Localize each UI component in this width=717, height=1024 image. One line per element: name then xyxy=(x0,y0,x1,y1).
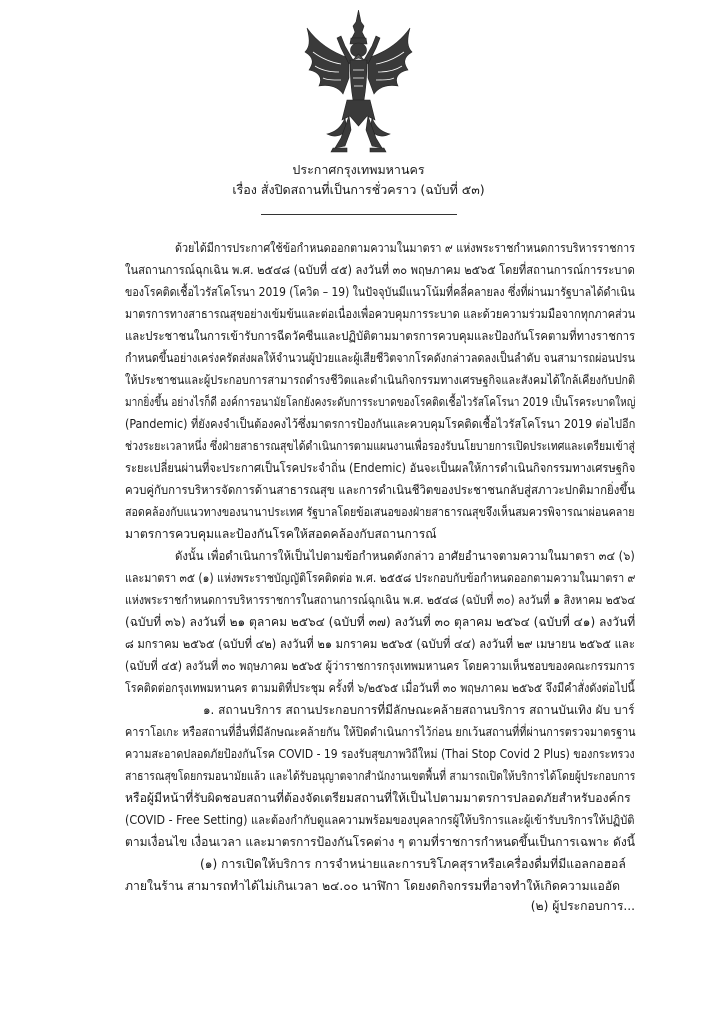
body-line: ของโรคติดเชื้อไวรัสโคโรนา 2019 (โควิด – 19) ในปัจจุบันมีแนวโน้มที่คลี่คลายลง ซึ่งที่ผ่านมารัฐบาลได้ดำเนิน xyxy=(125,285,635,299)
clause-1-line: ความสะอาดปลอดภัยป้องกันโรค COVID - 19 รองรับสุขภาพวิถีใหม่ (Thai Stop Covid 2 Plus) ของกระทรวง xyxy=(125,747,635,761)
body-line: และประชาชนในการเข้ารับการฉีดวัคซีนและปฏิบัติตามมาตรการควบคุมและป้องกันโรคตามที่ทางราชการ xyxy=(125,329,636,343)
body-line: (ฉบับที่ ๔๕) ลงวันที่ ๓๐ พฤษภาคม ๒๕๖๕ ผู้ว่าราชการกรุงเทพมหานคร โดยความเห็นชอบของคณะกรรมการ xyxy=(125,659,635,673)
body-line: (ฉบับที่ ๓๖) ลงวันที่ ๒๑ ตุลาคม ๒๕๖๔ (ฉบับที่ ๓๗) ลงวันที่ ๓๐ ตุลาคม ๒๕๖๔ (ฉบับที่ ๔๑) ลงวันที่ xyxy=(125,615,636,629)
body-line: มากยิ่งขึ้น อย่างไรก็ดี องค์การอนามัยโลกยังคงระดับการระบาดของโรคติดเชื้อไวรัสโคโรนา 2019 เป็นโรคระบาดใหญ่ xyxy=(125,395,636,409)
body-line: ควบคู่กับการบริหารจัดการด้านสาธารณสุข และการดำเนินชีวิตของประชาชนกลับสู่สภาวะปกติมากยิ่งขึ้น xyxy=(125,483,635,497)
body-line: และมาตรา ๓๕ (๑) แห่งพระราชบัญญัติโรคติดต่อ พ.ศ. ๒๕๕๘ ประกอบกับข้อกำหนดออกตามความในมาตรา ๙ xyxy=(125,571,636,585)
body-line: กำหนดขึ้นอย่างเคร่งครัดส่งผลให้จำนวนผู้ป่วยและผู้เสียชีวิตจากโรคดังกล่าวลดลงเป็นลำดับ จนสามารถผ่อนปรน xyxy=(125,351,635,365)
clause-1-line: ๑. สถานบริการ สถานประกอบการที่มีลักษณะคล้ายสถานบริการ สถานบันเทิง ผับ บาร์ xyxy=(203,703,635,717)
body-line: แห่งพระราชกำหนดการบริหารราชการในสถานการณ์ฉุกเฉิน พ.ศ. ๒๕๔๘ (ฉบับที่ ๓๐) ลงวันที่ ๑ สิงหาคม ๒๕๖๔ xyxy=(125,593,636,607)
sub-clause-1-line: (๑) การเปิดให้บริการ การจำหน่ายและการบริโภคสุราหรือเครื่องดื่มที่มีแอลกอฮอล์ xyxy=(200,857,626,871)
body-line: ให้ประชาชนและผู้ประกอบการสามารถดำรงชีวิตและดำเนินกิจกรรมทางเศรษฐกิจและสังคมได้ใกล้เคียงกับปกติ xyxy=(125,373,636,387)
body-line: มาตรการควบคุมและป้องกันโรคให้สอดคล้องกับสถานการณ์ xyxy=(125,527,437,541)
body-line: ด้วยได้มีการประกาศใช้ข้อกำหนดออกตามความในมาตรา ๙ แห่งพระราชกำหนดการบริหารราชการ xyxy=(175,241,636,255)
body-line: (Pandemic) ที่ยังคงจำเป็นต้องคงไว้ซึ่งมาตรการป้องกันและควบคุมโรคติดเชื้อไวรัสโคโรนา 2019 ต่อไปอีก xyxy=(125,417,636,431)
body-line: สอดคล้องกับแนวทางของนานาประเทศ รัฐบาลโดยข้อเสนอของฝ่ายสาธารณสุขจึงเห็นสมควรพิจารณาผ่อนคลาย xyxy=(125,505,635,519)
body-line: ดังนั้น เพื่อดำเนินการให้เป็นไปตามข้อกำหนดดังกล่าว อาศัยอำนาจตามความในมาตรา ๓๔ (๖) xyxy=(175,549,635,563)
clause-1-line: (COVID - Free Setting) และต้องกำกับดูแลความพร้อมของบุคลากรผู้ให้บริการและผู้เข้ารับบริการให้ปฏิบัติ xyxy=(125,813,635,827)
document-title-line2: เรื่อง สั่งปิดสถานที่เป็นการชั่วคราว (ฉบับที่ ๕๓) xyxy=(232,182,485,197)
clause-1-line: หรือผู้มีหน้าที่รับผิดชอบสถานที่ต้องจัดเตรียมสถานที่ให้เป็นไปตามมาตรการปลอดภัยสำหรับองค์กร xyxy=(125,791,631,805)
body-line: ๘ มกราคม ๒๕๖๕ (ฉบับที่ ๔๒) ลงวันที่ ๒๑ มกราคม ๒๕๖๕ (ฉบับที่ ๔๔) ลงวันที่ ๒๙ เมษายน ๒๕๖๕ และ xyxy=(125,637,635,651)
clause-1-line: สาธารณสุขโดยกรมอนามัยแล้ว และได้รับอนุญาตจากสำนักงานเขตพื้นที่ สามารถเปิดให้บริการได้โดยผู้ประกอบการ xyxy=(125,769,636,783)
continuation-marker: (๒) ผู้ประกอบการ... xyxy=(530,899,635,913)
body-line: ในสถานการณ์ฉุกเฉิน พ.ศ. ๒๕๔๘ (ฉบับที่ ๔๕) ลงวันที่ ๓๐ พฤษภาคม ๒๕๖๕ โดยที่สถานการณ์การระบาด xyxy=(125,263,635,277)
body-line: ระยะเปลี่ยนผ่านที่จะประกาศเป็นโรคประจำถิ่น (Endemic) อันจะเป็นผลให้การดำเนินกิจกรรมทางเศรษฐกิจ xyxy=(125,461,636,475)
body-line: มาตรการทางสาธารณสุขอย่างเข้มข้นและต่อเนื่องเพื่อควบคุมการระบาด และด้วยความร่วมมือจากทุกภาคส่วน xyxy=(125,307,636,321)
clause-1-line: คาราโอเกะ หรือสถานที่อื่นที่มีลักษณะคล้ายกัน ให้ปิดดำเนินการไว้ก่อน ยกเว้นสถานที่ที่ผ่านการตรวจมาตรฐาน xyxy=(125,725,636,739)
body-line: ช่วงระยะเวลาหนึ่ง ซึ่งฝ่ายสาธารณสุขได้ดำเนินการตามแผนงานเพื่อรองรับนโยบายการเปิดประเทศและเตรียมเข้าสู่ xyxy=(125,439,635,453)
clause-1-line: ตามเงื่อนไข เงื่อนเวลา และมาตรการป้องกันโรคต่าง ๆ ตามที่ราชการกำหนดขึ้นเป็นการเฉพาะ ดังนี้ xyxy=(125,835,635,849)
title-divider xyxy=(261,214,457,215)
sub-clause-1-line: ภายในร้าน สามารถทำได้ไม่เกินเวลา ๒๔.๐๐ นาฬิกา โดยงดกิจกรรมที่อาจทำให้เกิดความแออัด xyxy=(125,879,621,893)
document-title-line1: ประกาศกรุงเทพมหานคร xyxy=(292,162,425,177)
body-line: โรคติดต่อกรุงเทพมหานคร ตามมติที่ประชุม ครั้งที่ ๖/๒๕๖๕ เมื่อวันที่ ๓๐ พฤษภาคม ๒๕๖๕ จึงมีคำสั่งดังต่อไปนี้ xyxy=(125,681,635,695)
garuda-emblem-icon xyxy=(301,8,416,158)
